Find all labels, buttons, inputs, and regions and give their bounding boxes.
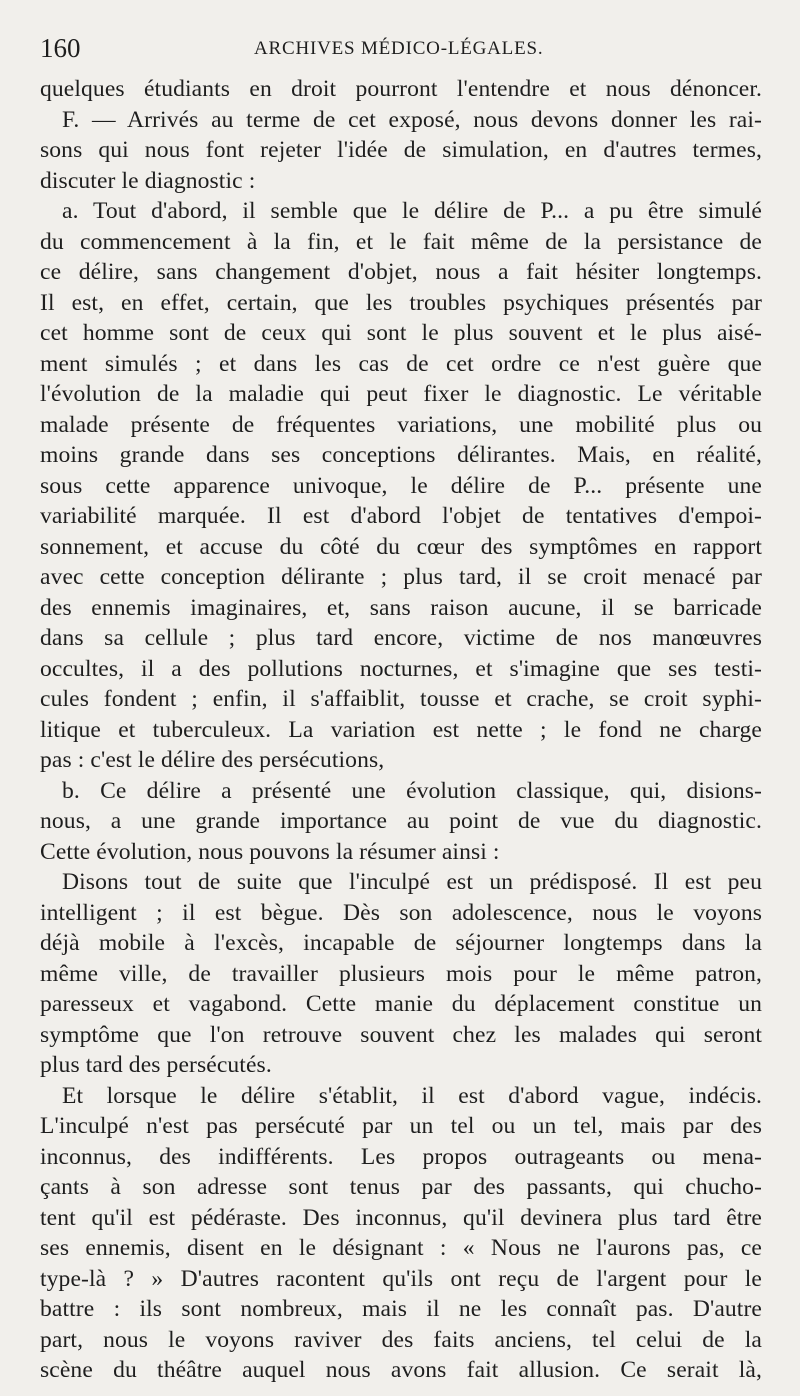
text-line: sons qui nous font rejeter l'idée de simulation, en d'autres termes, xyxy=(40,137,762,163)
text-line: l'évolution de la maladie qui peut fixer le diagnostic. Le véritable xyxy=(40,381,762,407)
text-line: b. Ce délire a présenté une évolution classique, qui, disions- xyxy=(62,777,762,804)
text-line: çants à son adresse sont tenus par des passants, qui chucho- xyxy=(40,1174,762,1200)
text-line: battre : ils sont nombreux, mais il ne les connaît pas. D'autre xyxy=(40,1296,762,1322)
text-line: paresseux et vagabond. Cette manie du déplacement constitue un xyxy=(40,991,762,1017)
text-line: cet homme sont de ceux qui sont le plus souvent et le plus aisé- xyxy=(40,320,762,346)
text-line: cules fondent ; enfin, il s'affaiblit, tousse et crache, se croit syphi- xyxy=(40,686,762,712)
text-line: Il est, en effet, certain, que les troubles psychiques présentés par xyxy=(40,289,762,316)
text-line: litique et tuberculeux. La variation est nette ; le fond ne charge xyxy=(40,716,762,743)
text-line: Disons tout de suite que l'inculpé est un prédisposé. Il est peu xyxy=(62,869,762,895)
text-line: type-là ? » D'autres racontent qu'ils ont reçu de l'argent pour le xyxy=(40,1265,762,1292)
text-line: part, nous le voyons raviver des faits anciens, tel celui de la xyxy=(40,1326,762,1353)
text-line: moins grande dans ses conceptions délirantes. Mais, en réalité, xyxy=(40,442,762,468)
text-line: L'inculpé n'est pas persécuté par un tel ou un tel, mais par des xyxy=(40,1113,762,1139)
body-text xyxy=(40,74,762,1386)
text-line: ce délire, sans changement d'objet, nous a fait hésiter longtemps. xyxy=(40,259,762,285)
text-line: dans sa cellule ; plus tard encore, victime de nos manœuvres xyxy=(40,625,762,651)
text-line: F. — Arrivés au terme de cet exposé, nous devons donner les rai- xyxy=(62,106,762,133)
text-line: variabilité marquée. Il est d'abord l'objet de tentatives d'empoi- xyxy=(40,503,762,529)
text-line: scène du théâtre auquel nous avons fait allusion. Ce serait là, xyxy=(40,1357,762,1383)
text-line: a. Tout d'abord, il semble que le délire de P... a pu être simulé xyxy=(62,198,762,224)
text-line: ses ennemis, disent en le désignant : « Nous ne l'aurons pas, ce xyxy=(40,1235,762,1261)
text-line: sonnement, et accuse du côté du cœur des symptômes en rapport xyxy=(40,533,762,560)
text-line: plus tard des persécutés. xyxy=(40,1052,272,1078)
text-line: sous cette apparence univoque, le délire de P... présente une xyxy=(40,472,762,499)
text-line: tent qu'il est pédéraste. Des inconnus, qu'il devinera plus tard être xyxy=(40,1204,762,1231)
text-line: intelligent ; il est bègue. Dès son adolescence, nous le voyons xyxy=(40,899,762,926)
text-line: même ville, de travailler plusieurs mois pour le même patron, xyxy=(40,960,762,987)
text-line: discuter le diagnostic : xyxy=(40,167,256,194)
text-line: Et lorsque le délire s'établit, il est d'abord vague, indécis. xyxy=(62,1082,762,1109)
text-line: inconnus, des indifférents. Les propos outrageants ou mena- xyxy=(40,1143,762,1170)
text-line: symptôme que l'on retrouve souvent chez les malades qui seront xyxy=(40,1021,762,1048)
text-line: pas : c'est le délire des persécutions, xyxy=(40,747,385,773)
text-line: quelques étudiants en droit pourront l'entendre et nous dénoncer. xyxy=(40,76,762,102)
text-line: Cette évolution, nous pouvons la résumer ainsi : xyxy=(40,838,500,865)
text-line: occultes, il a des pollutions nocturnes, et s'imagine que ses testi- xyxy=(40,655,762,682)
text-line: avec cette conception délirante ; plus tard, il se croit menacé par xyxy=(40,564,762,590)
page-number: 160 xyxy=(40,33,81,63)
running-title: ARCHIVES MÉDICO-LÉGALES. xyxy=(254,38,544,59)
text-line: des ennemis imaginaires, et, sans raison aucune, il se barricade xyxy=(40,594,762,621)
text-line: malade présente de fréquentes variations, une mobilité plus ou xyxy=(40,411,762,438)
text-line: ment simulés ; et dans les cas de cet ordre ce n'est guère que xyxy=(40,350,762,377)
page-header xyxy=(40,30,762,66)
text-line: du commencement à la fin, et le fait même de la persistance de xyxy=(40,228,762,255)
text-line: nous, a une grande importance au point de vue du diagnostic. xyxy=(40,808,762,834)
text-line: déjà mobile à l'excès, incapable de séjourner longtemps dans la xyxy=(40,930,762,956)
